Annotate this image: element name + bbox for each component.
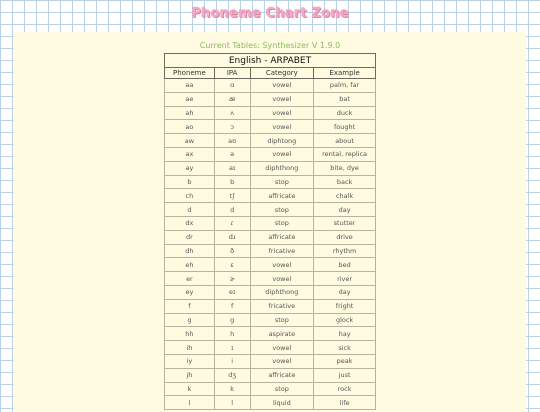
phoneme-cell: aa <box>165 79 215 93</box>
table-row <box>165 147 376 161</box>
phoneme-table <box>164 53 376 410</box>
phoneme-cell: b <box>165 175 215 189</box>
phoneme-cell: ax <box>165 147 215 161</box>
ipa-cell: ɪ <box>214 341 250 355</box>
category-cell: affricate <box>250 189 314 203</box>
ipa-cell: tʃ <box>214 189 250 203</box>
phoneme-cell: eh <box>165 258 215 272</box>
category-cell: fricative <box>250 244 314 258</box>
category-cell: stop <box>250 203 314 217</box>
content-panel <box>14 32 526 412</box>
category-cell: stop <box>250 313 314 327</box>
phoneme-cell: ay <box>165 161 215 175</box>
ipa-cell: ɛ <box>214 258 250 272</box>
ipa-cell: d <box>214 203 250 217</box>
ipa-cell: dɹ <box>214 230 250 244</box>
phoneme-cell: k <box>165 382 215 396</box>
table-row <box>165 272 376 286</box>
current-tables-label: Current Tables: Synthesizer V 1.9.0 <box>199 41 341 50</box>
ipa-cell: b <box>214 175 250 189</box>
table-row <box>165 161 376 175</box>
table-row <box>165 341 376 355</box>
phoneme-cell: dr <box>165 230 215 244</box>
table-row <box>165 299 376 313</box>
phoneme-cell: ch <box>165 189 215 203</box>
phoneme-cell: hh <box>165 327 215 341</box>
table-title: English - ARPABET <box>164 53 376 67</box>
category-cell: stop <box>250 382 314 396</box>
category-cell: vowel <box>250 120 314 134</box>
example-cell: palm, far <box>314 79 376 93</box>
category-cell: aspirate <box>250 327 314 341</box>
table-row <box>165 396 376 410</box>
phoneme-cell: ae <box>165 92 215 106</box>
table-row <box>165 285 376 299</box>
category-cell: vowel <box>250 258 314 272</box>
ipa-cell: dʒ <box>214 368 250 382</box>
example-cell: just <box>314 368 376 382</box>
ipa-cell: ɔ <box>214 120 250 134</box>
category-cell: diphthong <box>250 161 314 175</box>
ipa-cell: ʌ <box>214 106 250 120</box>
category-cell: diphthong <box>250 285 314 299</box>
table-row <box>165 79 376 93</box>
table-row <box>165 216 376 230</box>
example-cell: river <box>314 272 376 286</box>
column-header-category: Category <box>250 68 314 79</box>
example-cell: drive <box>314 230 376 244</box>
category-cell: fricative <box>250 299 314 313</box>
phoneme-cell: er <box>165 272 215 286</box>
example-cell: rock <box>314 382 376 396</box>
category-cell: affricate <box>250 368 314 382</box>
table-header-row <box>165 68 376 79</box>
example-cell: day <box>314 285 376 299</box>
example-cell: bite, dye <box>314 161 376 175</box>
table-row <box>165 382 376 396</box>
ipa-cell: aʊ <box>214 134 250 148</box>
table-row <box>165 354 376 368</box>
phoneme-cell: iy <box>165 354 215 368</box>
ipa-cell: f <box>214 299 250 313</box>
example-cell: stutter <box>314 216 376 230</box>
ipa-cell: eɪ <box>214 285 250 299</box>
example-cell: chalk <box>314 189 376 203</box>
column-header-ipa: IPA <box>214 68 250 79</box>
example-cell: hay <box>314 327 376 341</box>
table-row <box>165 175 376 189</box>
example-cell: fought <box>314 120 376 134</box>
category-cell: affricate <box>250 230 314 244</box>
category-cell: vowel <box>250 354 314 368</box>
category-cell: vowel <box>250 92 314 106</box>
ipa-cell: h <box>214 327 250 341</box>
phoneme-cell: f <box>165 299 215 313</box>
ipa-cell: æ <box>214 92 250 106</box>
column-header-example: Example <box>314 68 376 79</box>
example-cell: duck <box>314 106 376 120</box>
ipa-cell: l <box>214 396 250 410</box>
table-row <box>165 230 376 244</box>
table-row <box>165 120 376 134</box>
category-cell: vowel <box>250 106 314 120</box>
ipa-cell: ð <box>214 244 250 258</box>
ipa-cell: ɝ <box>214 272 250 286</box>
ipa-cell: ə <box>214 147 250 161</box>
example-cell: rhythm <box>314 244 376 258</box>
example-cell: about <box>314 134 376 148</box>
phoneme-cell: d <box>165 203 215 217</box>
site-title: Phoneme Chart Zone <box>191 6 349 21</box>
ipa-cell: k <box>214 382 250 396</box>
table-row <box>165 134 376 148</box>
phoneme-cell: g <box>165 313 215 327</box>
phoneme-cell: aw <box>165 134 215 148</box>
table-row <box>165 106 376 120</box>
phoneme-cell: jh <box>165 368 215 382</box>
ipa-cell: g <box>214 313 250 327</box>
category-cell: vowel <box>250 147 314 161</box>
phoneme-cell: ey <box>165 285 215 299</box>
phoneme-cell: dh <box>165 244 215 258</box>
example-cell: bat <box>314 92 376 106</box>
table-row <box>165 313 376 327</box>
example-cell: back <box>314 175 376 189</box>
category-cell: stop <box>250 175 314 189</box>
phoneme-cell: dx <box>165 216 215 230</box>
table-row <box>165 244 376 258</box>
example-cell: sick <box>314 341 376 355</box>
column-header-phoneme: Phoneme <box>165 68 215 79</box>
example-cell: day <box>314 203 376 217</box>
table-row <box>165 189 376 203</box>
category-cell: liquid <box>250 396 314 410</box>
ipa-cell: ɾ <box>214 216 250 230</box>
phoneme-cell: l <box>165 396 215 410</box>
example-cell: fright <box>314 299 376 313</box>
example-cell: rental, replica <box>314 147 376 161</box>
example-cell: glock <box>314 313 376 327</box>
phoneme-cell: ih <box>165 341 215 355</box>
category-cell: vowel <box>250 341 314 355</box>
phoneme-cell: ao <box>165 120 215 134</box>
table-row <box>165 92 376 106</box>
example-cell: life <box>314 396 376 410</box>
category-cell: vowel <box>250 272 314 286</box>
ipa-cell: aɪ <box>214 161 250 175</box>
table-row <box>165 203 376 217</box>
category-cell: diphtong <box>250 134 314 148</box>
phoneme-cell: ah <box>165 106 215 120</box>
ipa-cell: i <box>214 354 250 368</box>
table-row <box>165 258 376 272</box>
category-cell: vowel <box>250 79 314 93</box>
example-cell: bed <box>314 258 376 272</box>
table-row <box>165 368 376 382</box>
example-cell: peak <box>314 354 376 368</box>
table-row <box>165 327 376 341</box>
table-body <box>165 79 376 410</box>
category-cell: stop <box>250 216 314 230</box>
ipa-cell: ɑ <box>214 79 250 93</box>
